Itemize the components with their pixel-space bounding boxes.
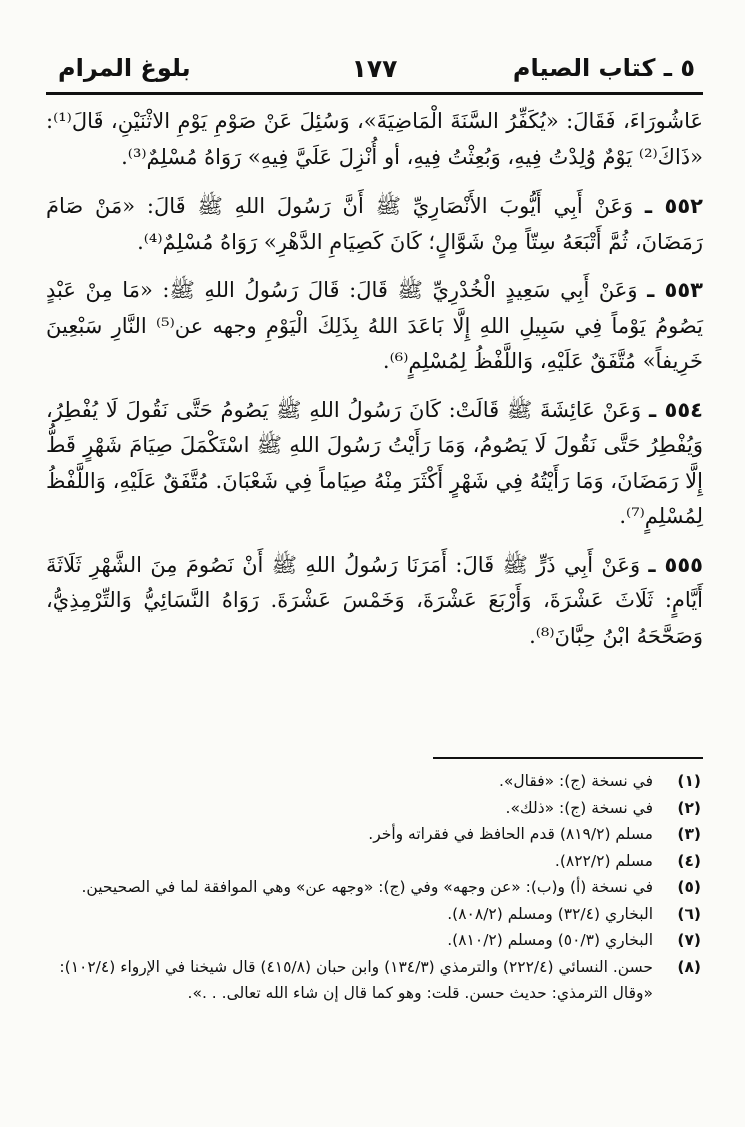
footnote-number: (١) xyxy=(677,772,701,790)
hadith-554 xyxy=(46,393,703,535)
footnote-text: حسن. النسائي (٢٢٢/٤) والترمذي (١٣٤/٣) وابن حبان (٤١٥/٨) قال شيخنا في الإرواء (١٠٢/٤): «وقال الترمذي: حديث حسن. قلت: وهو كما قال إن شاء الله تعالى. . .». xyxy=(59,957,653,1002)
footnote-number: (٧) xyxy=(677,931,701,949)
hadith-552 xyxy=(46,189,703,260)
footnote xyxy=(46,927,703,954)
footnotes xyxy=(46,768,703,1007)
footnote-text: مسلم (٨٢٢/٢). xyxy=(554,851,653,870)
hadith-553 xyxy=(46,273,703,380)
footnote-text: البخاري (٥٠/٣) ومسلم (٨١٠/٢). xyxy=(447,931,653,949)
footnote xyxy=(46,874,703,901)
footnote-number: (٣) xyxy=(677,825,701,843)
hadith-text: وَعَنْ عَائِشَةَ ﷺ قَالَتْ: كَانَ رَسُولُ اللهِ ﷺ يَصُومُ حَتَّى نَقُولَ لَا يُفْطِرُ، وَيُفْطِرُ حَتَّى نَقُولَ لَا يَصُومُ، وَمَا رَأَيْتُ رَسُولَ اللهِ ﷺ اسْتَكْمَلَ صِيَامَ شَهْرٍ قَطُّ إِلَّا رَمَضَانَ، وَمَا رَأَيْتُهُ فِي شَهْرٍ أَكْثَرَ مِنْهُ صِيَاماً فِي شَعْبَانَ. مُتَّفَقٌ عَلَيْهِ، وَاللَّفْظُ لِمُسْلِمٍ⁽⁷⁾. xyxy=(46,397,703,528)
page-number: ١٧٧ xyxy=(351,54,398,83)
footnote-number: (٤) xyxy=(677,851,701,870)
footnote-number: (٥) xyxy=(677,878,701,896)
footnote-number: (٦) xyxy=(677,904,701,923)
hadith-number: ٥٥٢ ـ xyxy=(644,194,703,218)
footnote xyxy=(46,821,703,848)
footnote-number: (٢) xyxy=(677,798,701,817)
hadith-number: ٥٥٤ ـ xyxy=(648,397,703,422)
hadith-number: ٥٥٥ ـ xyxy=(648,552,703,577)
intro-paragraph: عَاشُورَاءَ، فَقَالَ: «يُكَفِّرُ السَّنَةَ الْمَاضِيَةَ»، وَسُئِلَ عَنْ صَوْمِ يَوْمِ الاثْنَيْنِ، قَالَ⁽¹⁾: «ذَاكَ⁽²⁾ يَوْمٌ وُلِدْتُ فِيهِ، وَبُعِثْتُ فِيهِ، أو أُنْزِلَ عَلَيَّ فِيهِ» رَوَاهُ مُسْلِمٌ⁽³⁾. xyxy=(46,109,703,169)
footnote-text: مسلم (٨١٩/٢) قدم الحافظ في فقراته وأخر. xyxy=(368,825,653,843)
running-header xyxy=(46,52,703,95)
footnote-text: البخاري (٣٢/٤) ومسلم (٨٠٨/٢). xyxy=(447,904,653,923)
hadith-555 xyxy=(46,548,703,655)
footnote-text: في نسخة (ج): «ذلك». xyxy=(505,798,653,817)
footnote xyxy=(46,901,703,928)
chapter-title: ٥ ـ كتاب الصيام xyxy=(512,54,695,82)
book-title: بلوغ المرام xyxy=(58,54,191,82)
footnote-number: (٨) xyxy=(677,957,701,976)
footnote xyxy=(46,848,703,875)
hadith-number: ٥٥٣ ـ xyxy=(647,278,703,302)
footnote xyxy=(46,795,703,822)
footnote xyxy=(46,954,703,1007)
main-text xyxy=(46,104,703,667)
footnote-text: في نسخة (ج): «فقال». xyxy=(498,772,653,790)
footnote xyxy=(46,768,703,795)
hadith-text: وَعَنْ أَبِي أَيُّوبَ الأَنْصَارِيِّ ﷺ أَنَّ رَسُولَ اللهِ ﷺ قَالَ: «مَنْ صَامَ رَمَضَانَ، ثُمَّ أَتْبَعَهُ سِتّاً مِنْ شَوَّالٍ؛ كَانَ كَصِيَامِ الدَّهْرِ» رَوَاهُ مُسْلِمٌ⁽⁴⁾. xyxy=(46,194,703,254)
hadith-text: وَعَنْ أَبِي ذَرٍّ ﷺ قَالَ: أَمَرَنَا رَسُولُ اللهِ ﷺ أَنْ نَصُومَ مِنَ الشَّهْرِ ثَلَاثَةَ أَيَّامٍ: ثَلَاثَ عَشْرَةَ، وَأَرْبَعَ عَشْرَةَ، وَخَمْسَ عَشْرَةَ. رَوَاهُ النَّسَائِيُّ وَالتِّرْمِذِيُّ، وَصَحَّحَهُ ابْنُ حِبَّانَ⁽⁸⁾. xyxy=(46,552,703,648)
hadith-text: وَعَنْ أَبِي سَعِيدٍ الْخُدْرِيِّ ﷺ قَالَ: قَالَ رَسُولُ اللهِ ﷺ: «مَا مِنْ عَبْدٍ يَصُومُ يَوْماً فِي سَبِيلِ اللهِ إِلَّا بَاعَدَ اللهُ بِذَلِكَ الْيَوْمِ وجهه عن⁽⁵⁾ النَّارِ سَبْعِينَ خَرِيفاً» مُتَّفَقٌ عَلَيْهِ، وَاللَّفْظُ لِمُسْلِمٍ⁽⁶⁾. xyxy=(46,278,703,373)
footnote-text: في نسخة (أ) و(ب): «عن وجهه» وفي (ج): «وجهه عن» وهي الموافقة لما في الصحيحين. xyxy=(81,878,653,896)
footnote-separator xyxy=(433,757,703,759)
